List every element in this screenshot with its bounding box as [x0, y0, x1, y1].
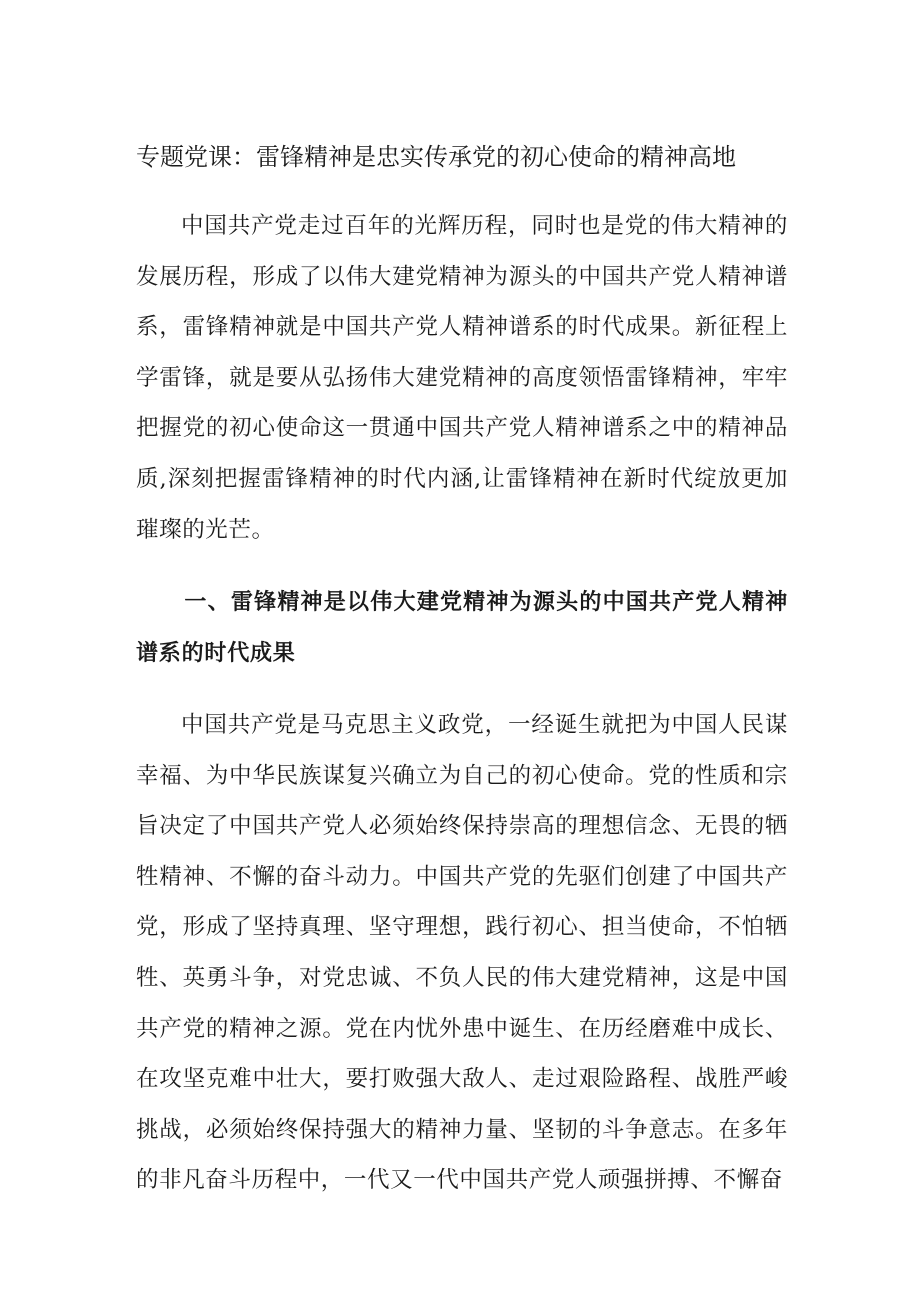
section-paragraph: 中国共产党是马克思主义政党，一经诞生就把为中国人民谋幸福、为中华民族谋复兴确立为自己的初心使命。党的性质和宗旨决定了中国共产党人必须始终保持崇高的理想信念、无畏的牺牲精神、不懈的奋斗动力。中国共产党的先驱们创建了中国共产党，形成了坚持真理、坚守理想，践行初心、担当使命，不怕牺牲、英勇斗争，对党忠诚、不负人民的伟大建党精神，这是中国共产党的精神之源。党在内忧外患中诞生、在历经磨难中成长、在攻坚克难中壮大，要打败强大敌人、走过艰险路程、战胜严峻挑战，必须始终保持强大的精神力量、坚韧的斗争意志。在多年的非凡奋斗历程中，一代又一代中国共产党人顽强拼搏、不懈奋: [136, 712, 788, 1194]
section-heading: 一、雷锋精神是以伟大建党精神为源头的中国共产党人精神谱系的时代成果: [136, 590, 788, 666]
intro-paragraph: 中国共产党走过百年的光辉历程，同时也是党的伟大精神的发展历程，形成了以伟大建党精神为源头的中国共产党人精神谱系，雷锋精神就是中国共产党人精神谱系的时代成果。新征程上学雷锋，就是要从弘扬伟大建党精神的高度领悟雷锋精神，牢牢把握党的初心使命这一贯通中国共产党人精神谱系之中的精神品质,深刻把握雷锋精神的时代内涵,让雷锋精神在新时代绽放更加璀璨的光芒。: [136, 213, 788, 543]
document-title: 专题党课：雷锋精神是忠实传承党的初心使命的精神高地: [136, 143, 736, 171]
